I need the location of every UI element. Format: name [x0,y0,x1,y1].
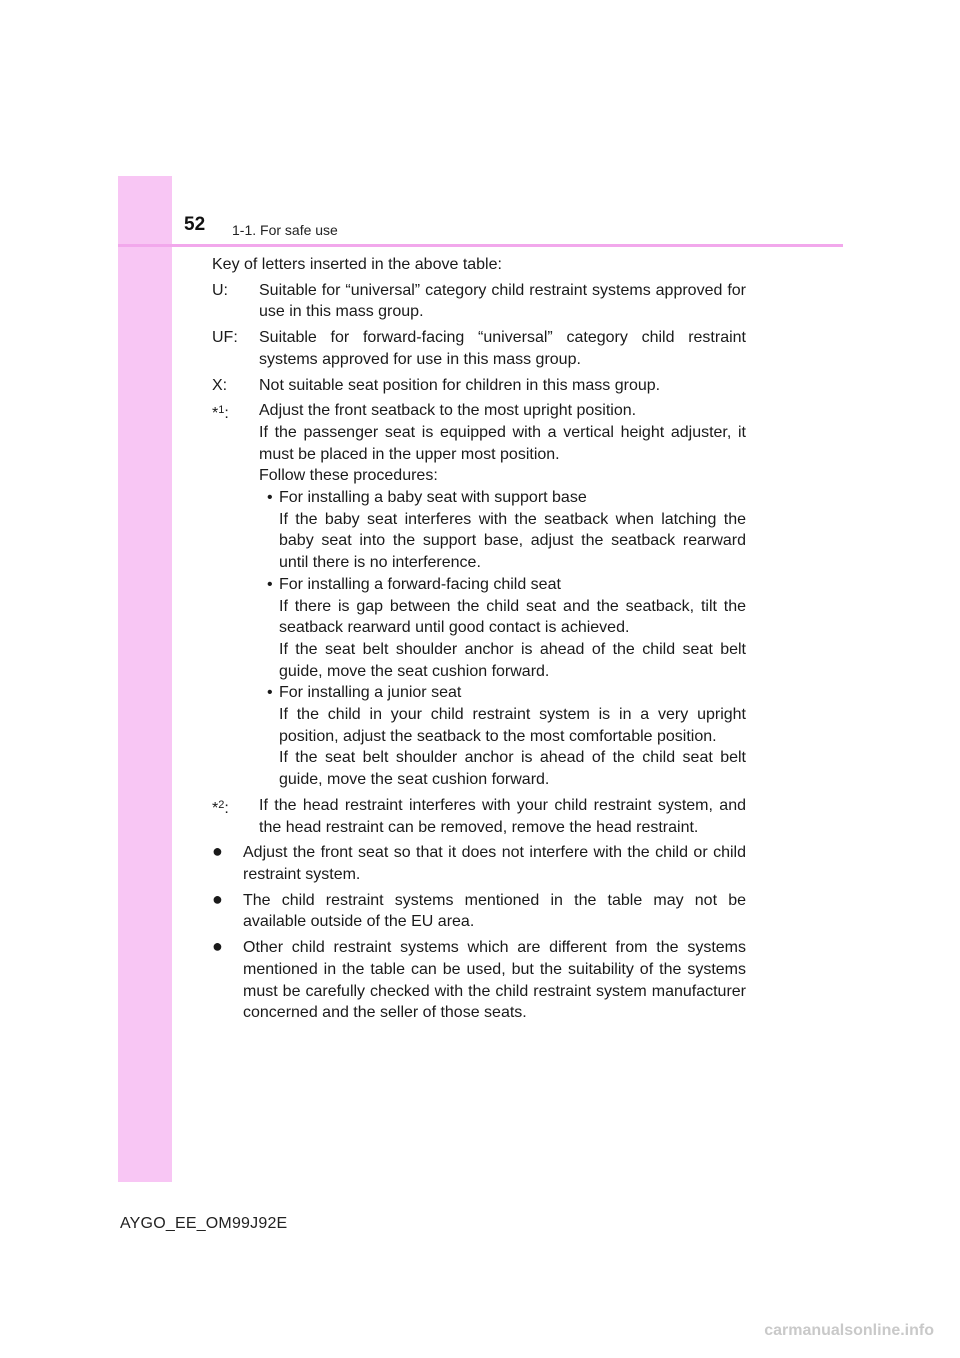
procedure-text: If the child in your child restraint system is in a very upright position, adjust the seatback to the most comfortable position. [279,706,746,745]
key-intro: Key of letters inserted in the above table: [212,256,502,273]
key-text: Suitable for forward-facing “universal” category child restraint systems approved for use in this mass group. [259,329,746,368]
bullet-item [212,842,746,885]
footnote-1 [212,400,746,791]
procedure-text: If the seat belt shoulder anchor is ahead of the child seat belt guide, move the seat cushion forward. [279,749,746,789]
procedure-title: For installing a junior seat [279,684,462,702]
header-rule [118,244,843,247]
key-row-x [212,375,746,397]
sub-bullet: • [267,575,273,593]
footnote-2 [212,795,746,838]
footnote-line: Adjust the front seatback to the most upright position. [259,402,637,420]
colon: : [224,799,229,817]
sidebar-tab [118,176,172,1182]
bullet-dot-icon: ● [212,841,223,862]
footnote-text: If the head restraint interferes with your child restraint system, and the head restraint can be removed, remove the head restraint. [259,796,746,836]
bullet-dot-icon: ● [212,936,223,957]
sub-bullet: • [267,489,273,507]
key-label: X: [212,376,228,394]
footnote-number: 1 [218,404,225,417]
procedure-title: For installing a baby seat with support base [279,489,587,507]
key-text: Not suitable seat position for children in this mass group. [259,376,661,394]
bullet-text: The child restraint systems mentioned in the table may not be available outside of the EU area. [243,891,746,931]
bullet-item [212,937,746,1024]
asterisk: * [212,799,219,817]
bullet-dot-icon: ● [212,888,223,909]
footnote-1-marker [212,400,229,425]
bullet-item [212,890,746,933]
procedure-item [259,574,746,683]
bullet-text: Other child restraint systems which are different from the systems mentioned in the table can be used, but the suitability of the systems must be carefully checked with the child restraint system manufacturer concerned and the seller of those seats. [243,939,746,1022]
footnote-number: 2 [218,798,225,811]
asterisk: * [212,405,219,423]
procedure-text: If the baby seat interferes with the seatback when latching the baby seat into the support base, adjust the seatback rearward until there is no interference. [279,510,746,572]
key-text: Suitable for “universal” category child restraint systems approved for use in this mass group. [259,281,746,321]
footnote-line: If the passenger seat is equipped with a vertical height adjuster, it must be placed in the upper most position. [259,423,746,463]
key-label: UF: [212,329,238,347]
sub-bullet: • [267,684,273,702]
bullet-text: Adjust the front seat so that it does not interfere with the child or child restraint system. [243,844,746,883]
footnote-2-marker [212,795,229,820]
key-row-u [212,280,746,323]
footnote-line: Follow these procedures: [259,467,438,485]
procedure-text: If there is gap between the child seat and the seatback, tilt the seatback rearward until good contact is achieved. [279,597,746,637]
procedure-text: If the seat belt shoulder anchor is ahead of the child seat belt guide, move the seat cushion forward. [279,640,746,680]
document-code: AYGO_EE_OM99J92E [120,1215,288,1232]
section-title: 1-1. For safe use [232,222,338,238]
procedure-title: For installing a forward-facing child seat [279,575,561,593]
page-content [212,254,746,1024]
procedure-item [259,487,746,574]
key-row-uf [212,327,746,370]
procedure-item [259,682,746,791]
colon: : [224,405,229,423]
key-label: U: [212,281,228,299]
watermark: carmanualsonline.info [764,1322,934,1339]
page-number: 52 [184,214,206,235]
